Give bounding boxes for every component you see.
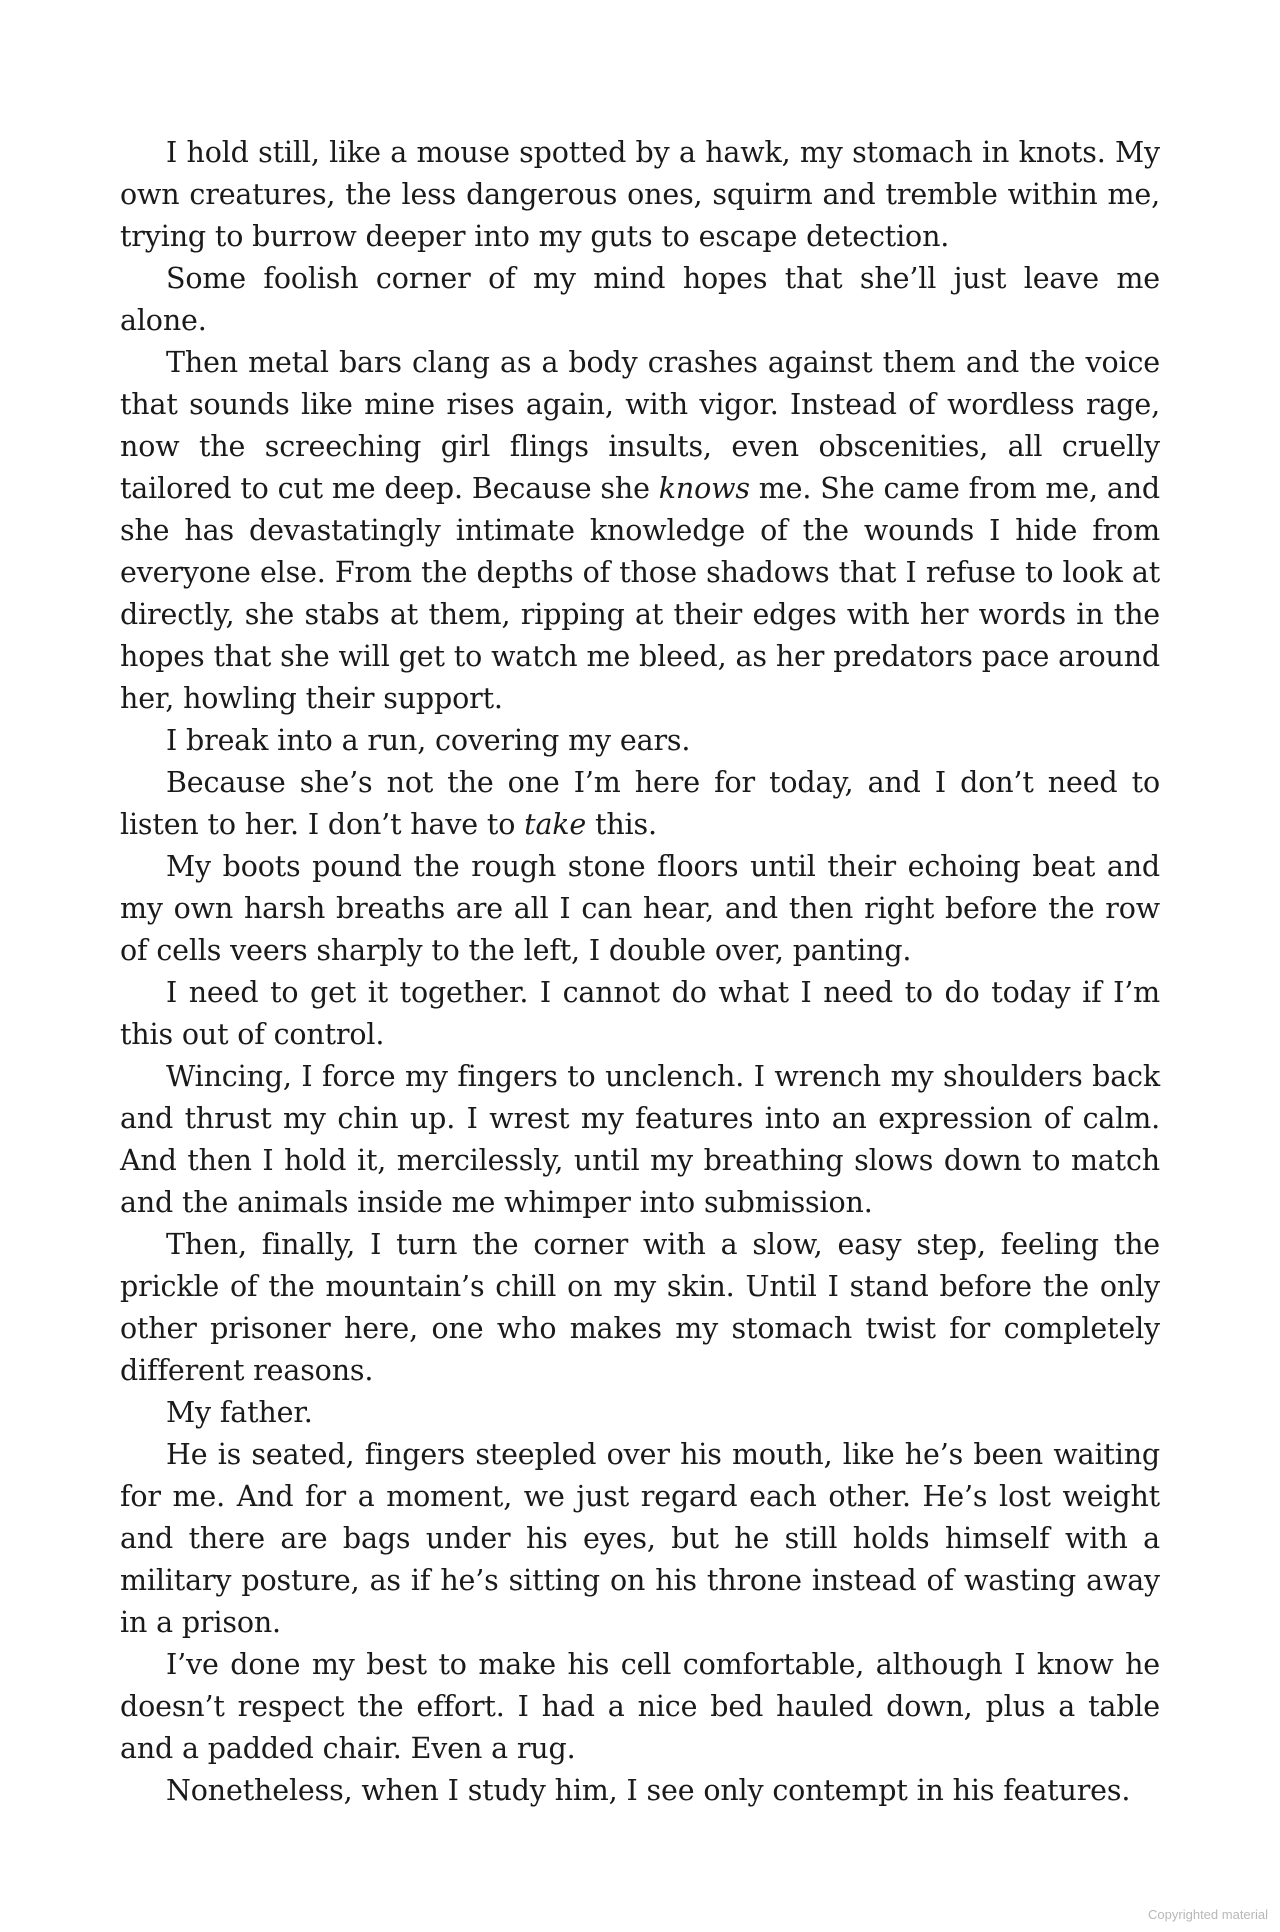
text-span: I break into a run, covering my ears. <box>166 724 691 757</box>
book-page-body <box>120 132 1160 1812</box>
paragraph <box>120 1392 1160 1434</box>
text-span: I’ve done my best to make his cell comfortable, although I know he doesn’t respect the effort. I had a nice bed hauled down, plus a table and a padded chair. Even a rug. <box>120 1648 1160 1765</box>
paragraph <box>120 846 1160 972</box>
text-span: Wincing, I force my fingers to unclench. I wrench my shoulders back and thrust my chin up. I wrest my features into an expression of calm. And then I hold it, mercilessly, until my breathing slows down to match and the animals inside me whimper into submission. <box>120 1060 1160 1219</box>
text-span: I need to get it together. I cannot do what I need to do today if I’m this out of control. <box>120 976 1160 1051</box>
text-span: Then, finally, I turn the corner with a slow, easy step, feeling the prickle of the mountain’s chill on my skin. Until I stand before the only other prisoner here, one who makes my stomach twist for completely different reasons. <box>120 1228 1160 1387</box>
italic-text: take <box>524 808 587 841</box>
paragraph <box>120 762 1160 846</box>
paragraph <box>120 1434 1160 1644</box>
italic-text: knows <box>658 472 750 505</box>
text-span: Then metal bars clang as a body crashes against them and the voice that sounds like mine rises again, with vigor. Instead of wordless rage, now the screeching girl flings insults, even obscenities, all cruelly tailored to cut me deep. Because she <box>120 346 1160 505</box>
paragraph <box>120 1056 1160 1224</box>
text-span: My boots pound the rough stone floors until their echoing beat and my own harsh breaths are all I can hear, and then right before the row of cells veers sharply to the left, I double over, panting. <box>120 850 1160 967</box>
paragraph <box>120 1224 1160 1392</box>
paragraph <box>120 132 1160 258</box>
text-span: Nonetheless, when I study him, I see only contempt in his features. <box>166 1774 1131 1807</box>
text-span: My father. <box>166 1396 313 1429</box>
paragraph <box>120 258 1160 342</box>
text-span: me. She came from me, and she has devastatingly intimate knowledge of the wounds I hide from everyone else. From the depths of those shadows that I refuse to look at directly, she stabs at them, ripping at their edges with her words in the hopes that she will get to watch me bleed, as her predators pace around her, howling their support. <box>120 472 1160 715</box>
paragraph <box>120 1770 1160 1812</box>
text-span: I hold still, like a mouse spotted by a hawk, my stomach in knots. My own creatures, the less dangerous ones, squirm and tremble within me, trying to burrow deeper into my guts to escape detection. <box>120 136 1160 253</box>
text-span: He is seated, fingers steepled over his mouth, like he’s been waiting for me. And for a moment, we just regard each other. He’s lost weight and there are bags under his eyes, but he still holds himself with a military posture, as if he’s sitting on his throne instead of wasting away in a prison. <box>120 1438 1160 1639</box>
paragraph <box>120 720 1160 762</box>
text-span: Some foolish corner of my mind hopes that she’ll just leave me alone. <box>120 262 1160 337</box>
copyright-watermark: Copyrighted material <box>1148 1907 1268 1922</box>
paragraph <box>120 972 1160 1056</box>
paragraph <box>120 1644 1160 1770</box>
text-span: Because she’s not the one I’m here for today, and I don’t need to listen to her. I don’t have to <box>120 766 1160 841</box>
text-span: this. <box>586 808 657 841</box>
paragraph <box>120 342 1160 720</box>
